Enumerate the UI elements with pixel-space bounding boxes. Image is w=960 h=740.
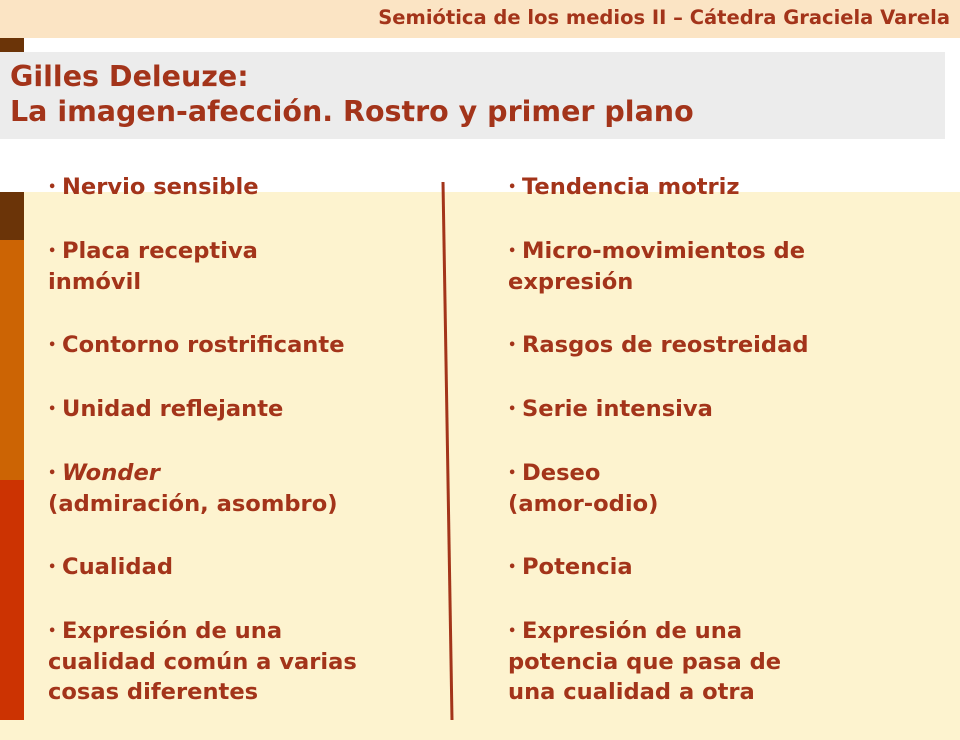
item-first-line: Unidad reflejante (62, 396, 284, 422)
item-first-line: Placa receptiva (62, 238, 258, 264)
list-item (48, 172, 448, 203)
list-item (48, 458, 448, 519)
bullet-icon: • (48, 338, 57, 353)
list-item (508, 172, 908, 203)
item-first-line: Expresión de una (522, 618, 743, 644)
list-item (48, 616, 448, 707)
title-line-1: Gilles Deleuze: (10, 60, 249, 93)
list-item (508, 616, 908, 707)
left-bullet-list (48, 172, 448, 740)
item-first-line: Serie intensiva (522, 396, 713, 422)
list-item (508, 458, 908, 519)
item-first-line: Rasgos de reostreidad (522, 332, 809, 358)
item-first-line: Micro-movimientos de (522, 238, 806, 264)
bullet-icon: • (48, 402, 57, 417)
list-item (508, 236, 908, 297)
list-item (508, 552, 908, 583)
item-first-line: Nervio sensible (62, 174, 259, 200)
item-first-line: Cualidad (62, 554, 173, 580)
item-first-line: Contorno rostrificante (62, 332, 345, 358)
item-first-line: Tendencia motriz (522, 174, 740, 200)
bullet-icon: • (48, 560, 57, 575)
item-continuation: (admiración, asombro) (48, 491, 338, 517)
bullet-icon: • (508, 560, 517, 575)
list-item (48, 552, 448, 583)
item-continuation: potencia que pasa de una cualidad a otra (508, 649, 782, 705)
course-header: Semiótica de los medios II – Cátedra Graciela Varela (378, 6, 950, 29)
bullet-icon: • (48, 624, 57, 639)
item-first-line: Wonder (62, 460, 160, 486)
item-first-line: Expresión de una (62, 618, 283, 644)
item-first-line: Potencia (522, 554, 633, 580)
bullet-icon: • (508, 180, 517, 195)
bullet-icon: • (508, 402, 517, 417)
item-continuation: inmóvil (48, 269, 142, 295)
bullet-icon: • (508, 624, 517, 639)
list-item (48, 394, 448, 425)
item-first-line: Deseo (522, 460, 601, 486)
bullet-icon: • (48, 180, 57, 195)
title-line-2: La imagen-afección. Rostro y primer plano (10, 95, 694, 128)
bullet-icon: • (508, 244, 517, 259)
bullet-icon: • (508, 338, 517, 353)
bullet-icon: • (508, 466, 517, 481)
list-item (48, 236, 448, 297)
item-continuation: expresión (508, 269, 634, 295)
bullet-icon: • (48, 466, 57, 481)
bullet-icon: • (48, 244, 57, 259)
right-bullet-list (508, 172, 908, 740)
list-item (48, 330, 448, 361)
item-continuation: cualidad común a varias cosas diferentes (48, 649, 357, 705)
list-item (508, 394, 908, 425)
item-continuation: (amor-odio) (508, 491, 659, 517)
list-item (508, 330, 908, 361)
